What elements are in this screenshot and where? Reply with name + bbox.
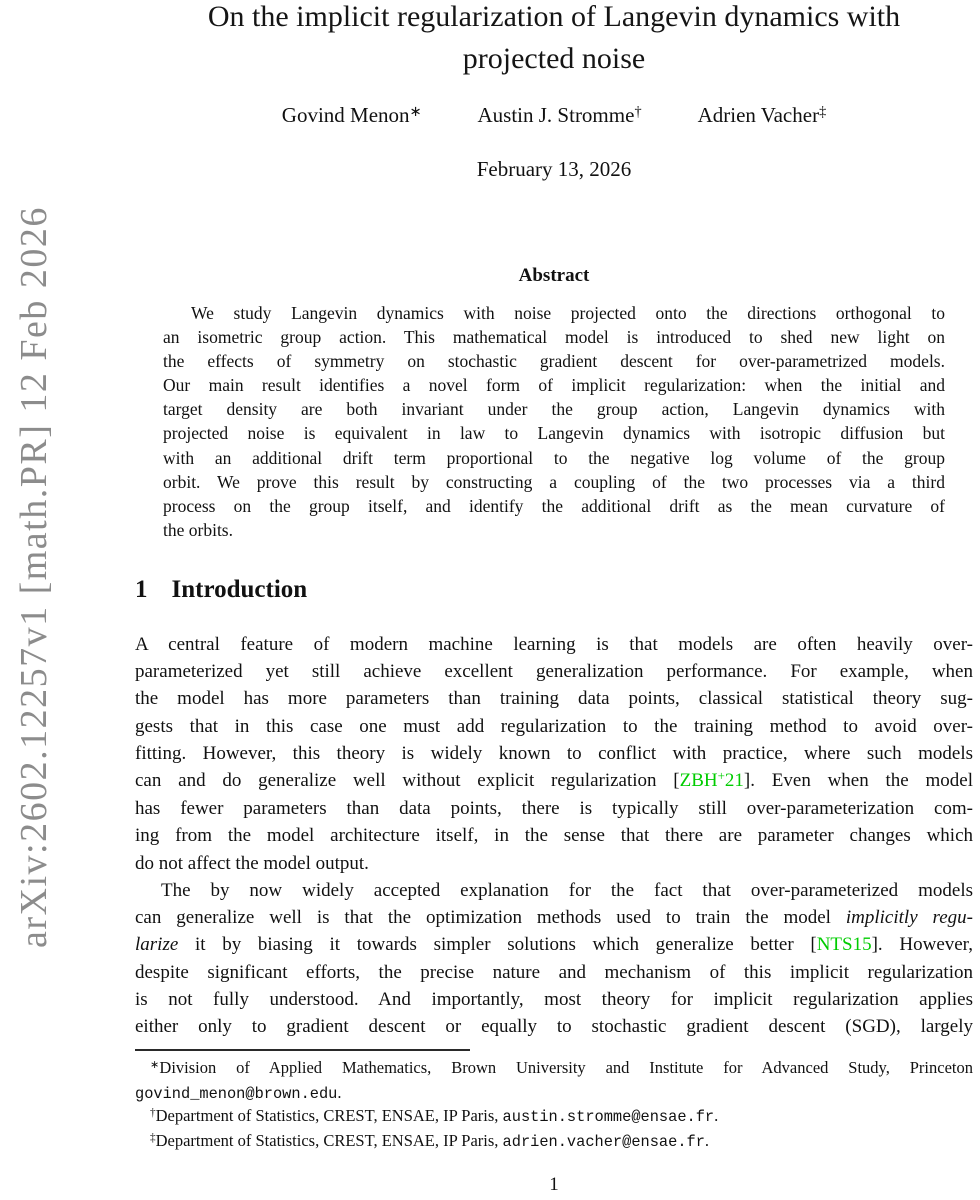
text-segment: gests that in this case one must add regularization to the training method to avoid over- [135, 715, 973, 737]
text-segment: fitting. However, this theory is widely known to conflict with practice, where such models [135, 742, 973, 764]
paper-title-line-1: On the implicit regularization of Langevin dynamics with [207, 0, 901, 33]
footnotes [135, 1057, 973, 1154]
text-line [135, 713, 973, 740]
text-segment: Department of Statistics, CREST, ENSAE, IP Paris, [155, 1130, 503, 1150]
text-segment: target density are both invariant under the group action, Langevin dynamics with [163, 399, 945, 420]
citation-link[interactable]: ZBH [679, 770, 718, 792]
intro-paragraph-2 [135, 877, 973, 1040]
text-line [135, 767, 973, 795]
footnote-3 [135, 1130, 973, 1155]
paper-title [135, 0, 973, 80]
text-line [135, 1082, 973, 1106]
author-3 [698, 103, 827, 128]
text-line [163, 470, 945, 494]
author-3-name: Adrien Vacher [697, 103, 820, 127]
text-line [135, 740, 973, 767]
authors-row [135, 103, 973, 128]
arxiv-watermark: arXiv:2602.12257v1 [math.PR] 12 Feb 2026 [13, 206, 55, 948]
text-line [135, 931, 973, 958]
author-2 [478, 103, 642, 128]
text-line [135, 1130, 973, 1155]
text-segment: the effects of symmetry on stochastic gradient descent for over-parametrized models. [163, 351, 945, 372]
section-title: Introduction [171, 576, 308, 603]
text-segment: implicitly regu- [845, 907, 973, 929]
text-segment: an isometric group action. This mathematical model is introduced to shed new light on [163, 327, 945, 348]
abstract-body [163, 301, 945, 542]
text-segment: A central feature of modern machine learning is that models are often heavily over- [135, 634, 973, 655]
text-segment: austin.stromme@ensae.fr [502, 1108, 715, 1127]
text-line [135, 904, 973, 931]
text-line [163, 446, 945, 470]
text-line [135, 986, 973, 1013]
text-segment: can and do generalize well without explicit regularization [ [135, 770, 680, 792]
footnote-2 [135, 1105, 973, 1130]
text-line [135, 877, 973, 904]
text-line [135, 1057, 973, 1082]
text-segment: do not affect the model output. [135, 852, 369, 874]
author-2-name: Austin J. Stromme [477, 103, 635, 127]
text-line [163, 518, 945, 542]
text-segment: despite significant efforts, the precise nature and mechanism of this implicit regularization [135, 961, 973, 983]
text-segment: ]. Even when the model [743, 770, 973, 792]
text-segment: ing from the model architecture itself, in the sense that there are parameter changes which [135, 825, 973, 847]
text-segment: . [714, 1106, 719, 1126]
text-segment: govind_menon@brown.edu [135, 1084, 338, 1103]
text-segment: either only to gradient descent or equally to stochastic gradient descent (SGD), largely [135, 1016, 973, 1038]
page-number: 1 [549, 1174, 559, 1195]
text-segment: Division of Applied Mathematics, Brown University and Institute for Advanced Study, Princeton [159, 1058, 973, 1077]
author-1 [282, 103, 422, 128]
author-3-footnote-mark: ‡ [819, 103, 827, 120]
text-line [135, 1013, 973, 1040]
text-segment: orbit. We prove this result by constructing a coupling of the two processes via a third [163, 471, 945, 492]
footnote-rule [135, 1049, 470, 1051]
text-segment: . [704, 1130, 710, 1150]
text-line [163, 397, 945, 421]
text-segment: the orbits. [163, 519, 233, 540]
text-segment: process on the group itself, and identify the additional drift as the mean curvature of [163, 495, 945, 516]
text-line [135, 795, 973, 822]
text-segment: Our main result identifies a novel form of implicit regularization: when the initial and [163, 375, 945, 396]
abstract-heading: Abstract [518, 265, 590, 286]
section-number: 1 [135, 576, 148, 603]
text-segment: it by biasing it towards simpler solutions which generalize better [ [178, 934, 817, 956]
text-segment: We study Langevin dynamics with noise projected onto the directions orthogonal to [191, 303, 945, 323]
text-segment: with an additional drift term proportional to the negative log volume of the group [163, 447, 945, 468]
text-segment: can generalize well is that the optimization methods used to train the model [135, 907, 846, 929]
text-segment: † [150, 1107, 156, 1120]
text-line [163, 373, 945, 397]
paper-content [135, 0, 973, 1200]
text-line [135, 1105, 973, 1130]
text-segment: . [337, 1082, 342, 1102]
citation-link[interactable]: NTS15 [816, 934, 872, 956]
footnote-1 [135, 1057, 973, 1105]
text-line [135, 822, 973, 849]
text-line [163, 494, 945, 518]
text-segment: projected noise is equivalent in law to Langevin dynamics with isotropic diffusion but [163, 423, 945, 444]
text-segment: ‡ [150, 1131, 156, 1144]
text-line [135, 658, 973, 685]
text-segment: Department of Statistics, CREST, ENSAE, IP Paris, [155, 1106, 503, 1126]
text-line [163, 421, 945, 445]
text-line [135, 850, 973, 877]
paper-date: February 13, 2026 [476, 157, 632, 181]
intro-paragraph-1 [135, 631, 973, 877]
text-segment: ∗ [150, 1058, 160, 1071]
text-segment: The by now widely accepted explanation for the fact that over-parameterized models [161, 880, 973, 901]
citation-link[interactable]: 21 [724, 770, 744, 792]
text-line [163, 301, 945, 325]
author-2-footnote-mark: † [634, 103, 642, 120]
paper-title-line-2: projected noise [462, 42, 646, 75]
text-line [135, 685, 973, 712]
text-line [163, 349, 945, 373]
text-segment: is not fully understood. And importantly, most theory for implicit regularization applies [135, 988, 973, 1010]
text-segment: larize [135, 934, 179, 956]
text-line [135, 631, 973, 658]
author-1-name: Govind Menon [281, 103, 410, 127]
text-line [163, 325, 945, 349]
text-segment: parameterized yet still achieve excellent generalization performance. For example, when [135, 661, 973, 683]
text-segment: has fewer parameters than data points, there is typically still over-parameterization com- [135, 798, 973, 820]
text-segment: adrien.vacher@ensae.fr [502, 1132, 705, 1151]
text-segment: the model has more parameters than training data points, classical statistical theory sug- [135, 688, 973, 710]
text-segment: ]. However, [871, 934, 974, 956]
author-1-footnote-mark: ∗ [409, 103, 422, 120]
citation-link[interactable]: + [717, 768, 725, 784]
text-line [135, 959, 973, 986]
section-heading-introduction [135, 576, 307, 604]
